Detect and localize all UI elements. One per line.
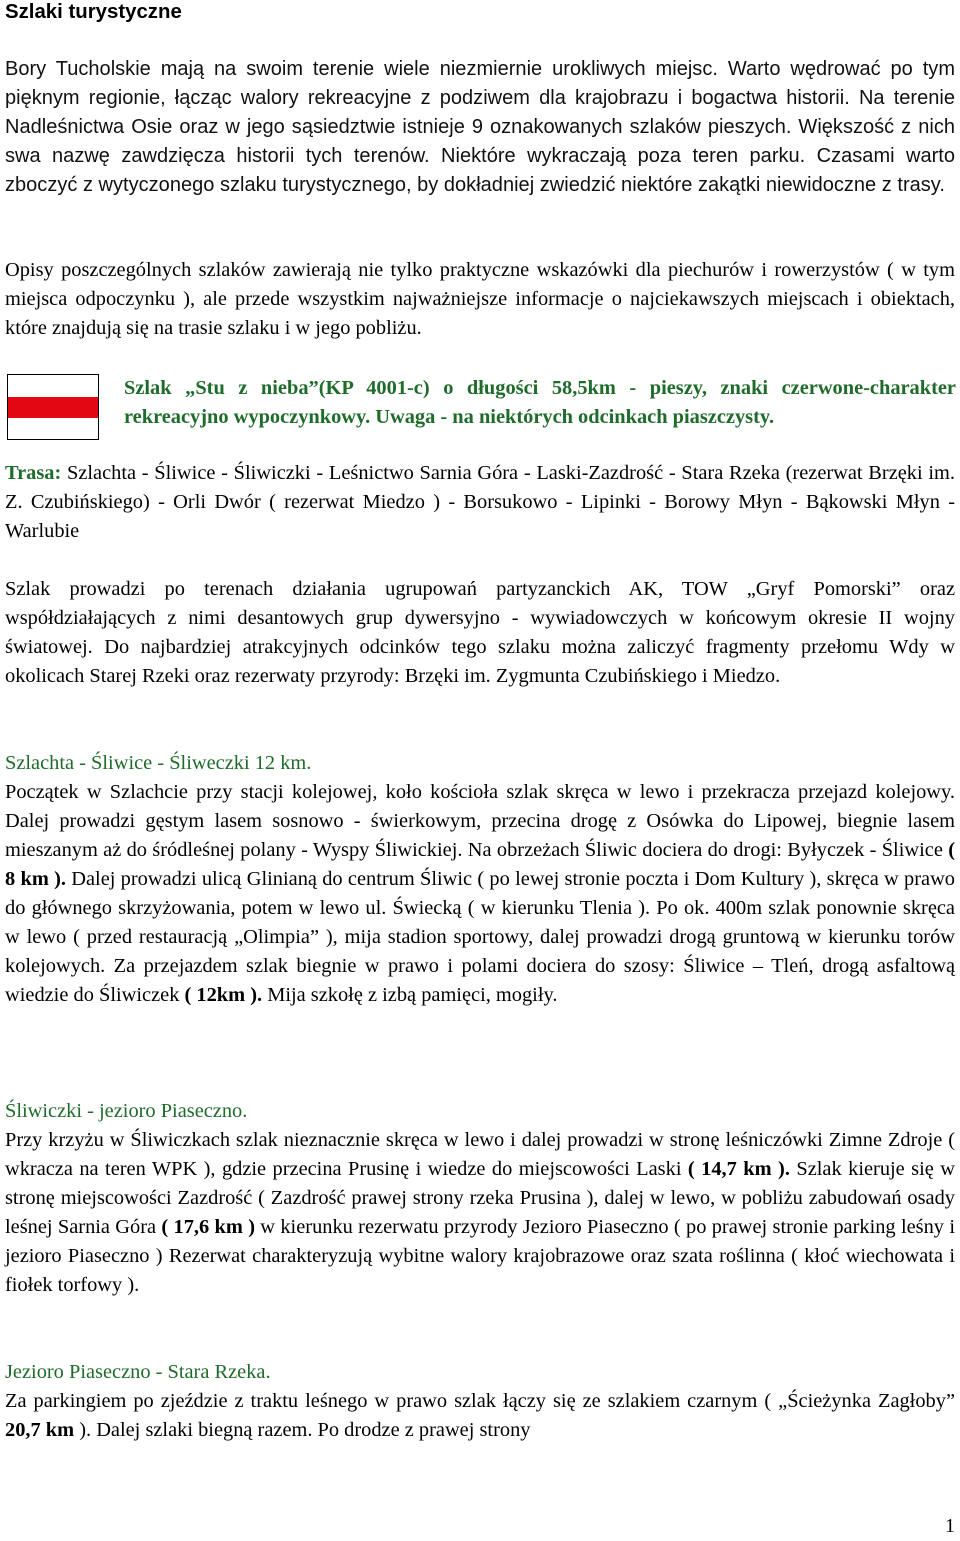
description-paragraph: Opisy poszczególnych szlaków zawierają nie tylko praktyczne wskazówki dla piechurów i rowerzystów ( w tym miejsca odpoczynku ), ale przede wszystkim najważniejsze informacje o najciekawszych miejscach i obiektach, które znajdują się na trasie szlaku i w jego pobliżu. (5, 259, 955, 339)
section-heading: Jezioro Piaseczno - Stara Rzeka. (5, 1361, 271, 1383)
history-paragraph: Szlak prowadzi po terenach działania ugrupowań partyzanckich AK, TOW „Gryf Pomorski” oraz współdziałających z nimi desantowych grup dywersyjno - wywiadowczych w końcowym okresie II wojny światowej. Do najbardziej atrakcyjnych odcinków tego szlaku można zaliczyć fragmenty przełomu Wdy w okolicach Starej Rzeki oraz rezerwaty przyrody: Brzęki im. Zygmunta Czubińskiego i Miedzo. (5, 578, 955, 687)
section-heading: Szlachta - Śliwice - Śliweczki 12 km. (5, 752, 312, 774)
trail-title: Szlak „Stu z nieba”(KP 4001-c) o długości 58,5km - pieszy, znaki czerwone-charakter rekreacyjno wypoczynkowy. Uwaga - na niektórych odcinkach piaszczysty. (124, 377, 956, 428)
route-text: Szlachta - Śliwice - Śliwiczki - Leśnictwo Sarnia Góra - Laski-Zazdrość - Stara Rzeka (rezerwat Brzęki im. Z. Czubińskiego) - Orli Dwór ( rezerwat Miedzo ) - Borsukowo - Lipinki - Borowy Młyn - Bąkowski Młyn - Warlubie (5, 462, 955, 542)
route-label: Trasa: (5, 462, 62, 484)
trail-route (5, 459, 955, 546)
red-trail-marker-icon (7, 374, 99, 440)
section-text: Przy krzyżu w Śliwiczkach szlak nieznacznie skręca w lewo i dalej prowadzi w stronę leśniczówki Zimne Zdroje ( wkracza na teren WPK ), gdzie przecina Prusinę i wiedze do miejscowości Laski ( 14,7 km ). Szlak kieruje się w stronę miejscowości Zazdrość ( Zazdrość prawej strony rzeka Prusina ), dalej w lewo, w pobliżu zabudowań osady leśnej Sarnia Góra ( 17,6 km ) w kierunku rezerwatu przyrody Jezioro Piaseczno ( po prawej stronie parking leśny i jezioro Piaseczno ) Rezerwat charakteryzują wybitne walory krajobrazowe oraz szata roślinna ( kłoć wiechowata i fiołek torfowy ). (5, 1129, 955, 1296)
page-number: 1 (945, 1515, 955, 1537)
section-text: Za parkingiem po zjeździe z traktu leśnego w prawo szlak łączy się ze szlakiem czarnym ( „Ścieżynka Zagłoby” 20,7 km ). Dalej szlaki biegną razem. Po drodze z prawej strony (5, 1390, 955, 1441)
section-text: Początek w Szlachcie przy stacji kolejowej, koło kościoła szlak skręca w lewo i przekracza przejazd kolejowy. Dalej prowadzi gęstym lasem sosnowo - świerkowym, przecina drogę z Osówka do Lipowej, biegnie lasem mieszanym aż do śródleśnej polany - Wyspy Śliwickiej. Na obrzeżach Śliwic dociera do drogi: Byłyczek - Śliwice ( 8 km ). Dalej prowadzi ulicą Glinianą do centrum Śliwic ( po lewej stronie poczta i Dom Kultury ), skręca w prawo do głównego skrzyżowania, potem w lewo ul. Świecką ( w kierunku Tlenia ). Po ok. 400m szlak ponownie skręca w lewo ( przed restauracją „Olimpia” ), mija stadion sportowy, dalej prowadzi drogą gruntową w kierunku torów kolejowych. Za przejazdem szlak biegnie w prawo i polami dociera do szosy: Śliwice – Tleń, drogą asfaltową wiedzie do Śliwiczek ( 12km ). Mija szkołę z izbą pamięci, mogiły. (5, 781, 955, 1006)
intro-paragraph: Bory Tucholskie mają na swoim terenie wiele niezmiernie urokliwych miejsc. Warto wędrować po tym pięknym regionie, łącząc walory rekreacyjne z podziwem dla krajobrazu i bogactwa historii. Na terenie Nadleśnictwa Osie oraz w jego sąsiedztwie istnieje 9 oznakowanych szlaków pieszych. Większość z nich swa nazwę zawdzięcza historii tych terenów. Niektóre wykraczają poza teren parku. Czasami warto zboczyć z wytyczonego szlaku turystycznego, by dokładniej zwiedzić niektóre zakątki niewidoczne z trasy. (5, 58, 955, 196)
section-heading: Śliwiczki - jezioro Piaseczno. (5, 1100, 248, 1122)
page-title: Szlaki turystyczne (5, 1, 182, 23)
red-stripe (8, 397, 98, 418)
